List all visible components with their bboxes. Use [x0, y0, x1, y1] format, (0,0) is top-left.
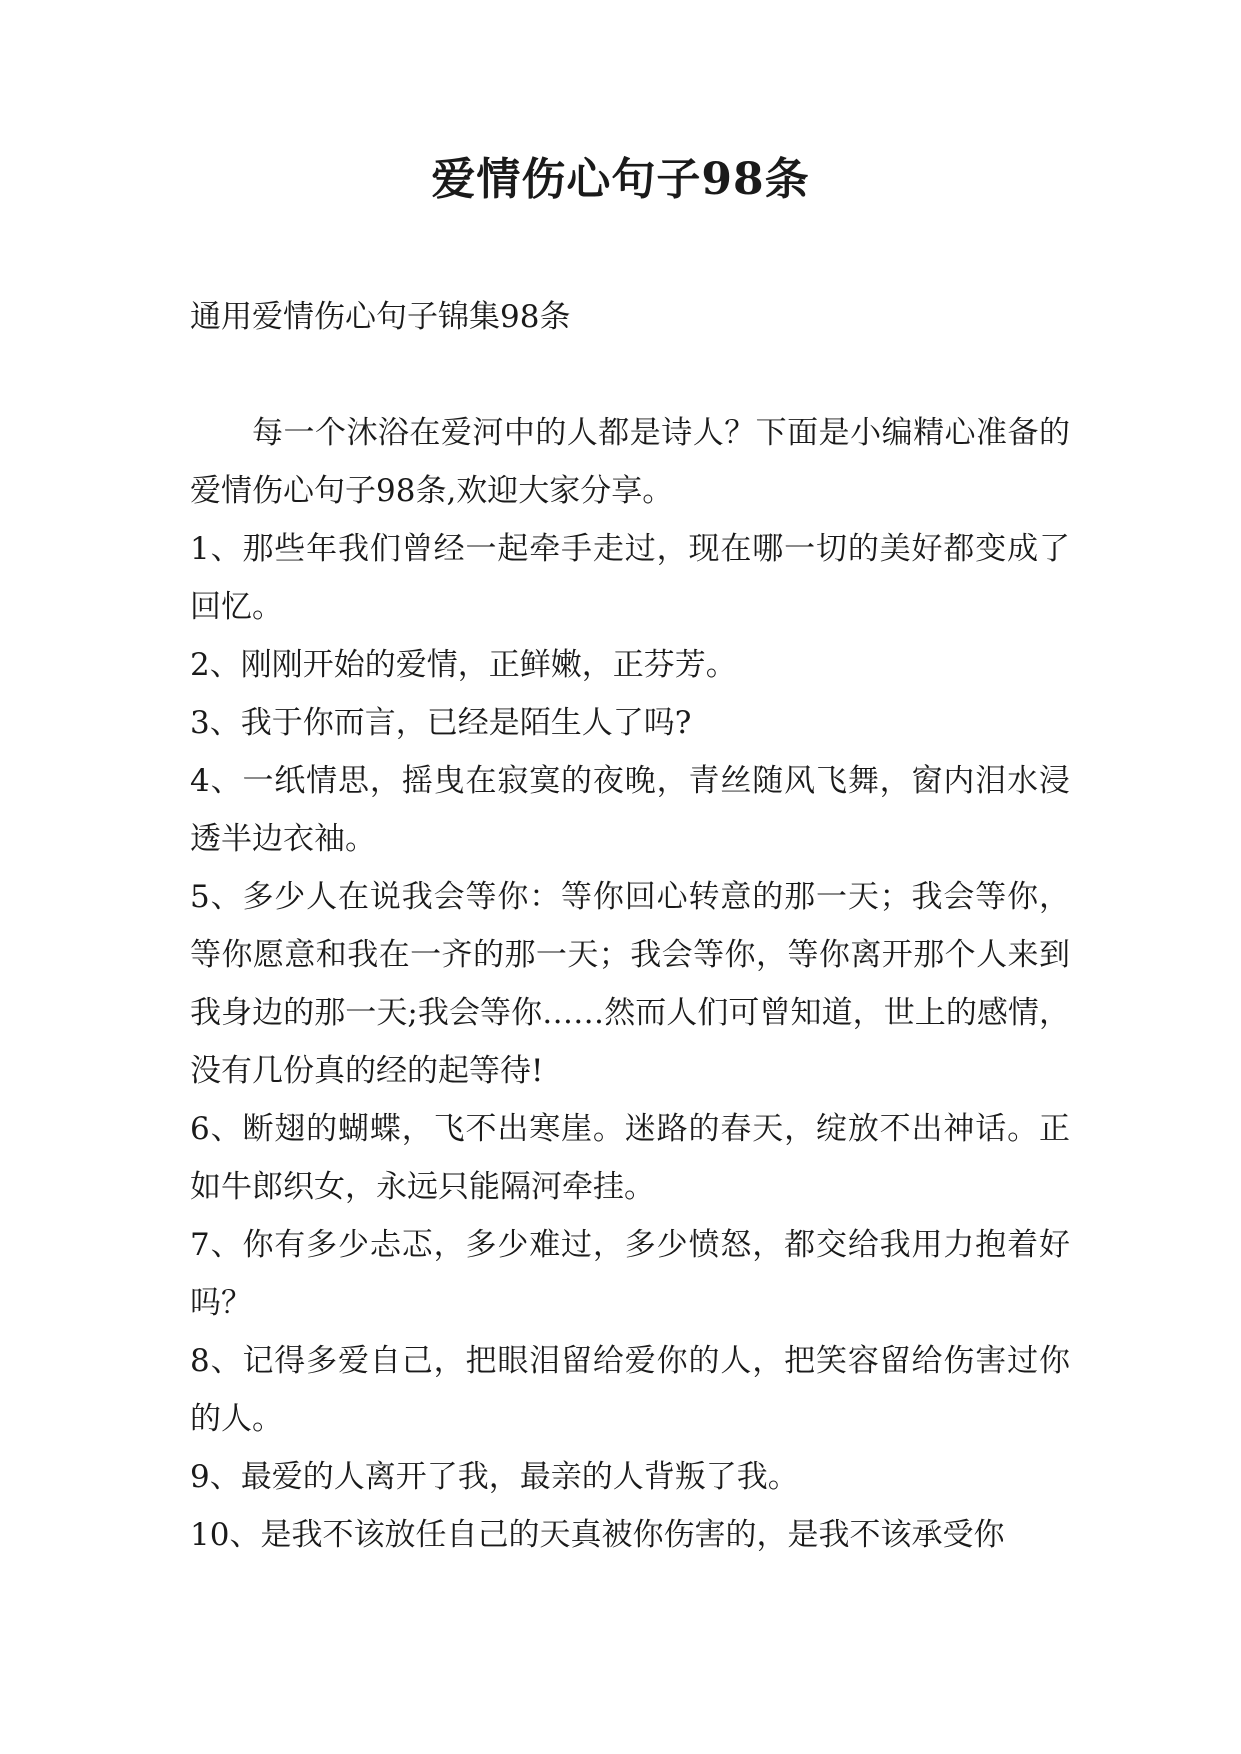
list-item: 6、断翅的蝴蝶，飞不出寒崖。迷路的春天，绽放不出神话。正如牛郎织女，永远只能隔河牵挂。 [190, 1111, 1070, 1205]
list-item: 4、一纸情思，摇曳在寂寞的夜晚，青丝随风飞舞，窗内泪水浸透半边衣袖。 [190, 763, 1070, 857]
list-item: 9、最爱的人离开了我，最亲的人背叛了我。 [190, 1459, 799, 1495]
list-item: 2、刚刚开始的爱情，正鲜嫩，正芬芳。 [190, 647, 737, 683]
document-body [190, 288, 1070, 1564]
list-item: 10、是我不该放任自己的天真被你伤害的，是我不该承受你 [190, 1517, 1005, 1553]
document-title: 爱情伤心句子98条 [431, 154, 810, 205]
list-item: 5、多少人在说我会等你：等你回心转意的那一天；我会等你，等你愿意和我在一齐的那一天；我会等你，等你离开那个人来到我身边的那一天;我会等你……然而人们可曾知道，世上的感情，没有几份真的经的起等待! [190, 879, 1070, 1089]
list-item: 8、记得多爱自己，把眼泪留给爱你的人，把笑容留给伤害过你的人。 [190, 1343, 1070, 1437]
blank-line [190, 346, 1070, 404]
list-item: 3、我于你而言，已经是陌生人了吗? [190, 705, 692, 741]
list-item: 1、那些年我们曾经一起牵手走过，现在哪一切的美好都变成了回忆。 [190, 531, 1070, 625]
intro-paragraph: 每一个沐浴在爱河中的人都是诗人？下面是小编精心准备的爱情伤心句子98条,欢迎大家分享。 [190, 415, 1070, 509]
list-item: 7、你有多少忐忑，多少难过，多少愤怒，都交给我用力抱着好吗？ [190, 1227, 1070, 1321]
document-subtitle: 通用爱情伤心句子锦集98条 [190, 299, 571, 335]
